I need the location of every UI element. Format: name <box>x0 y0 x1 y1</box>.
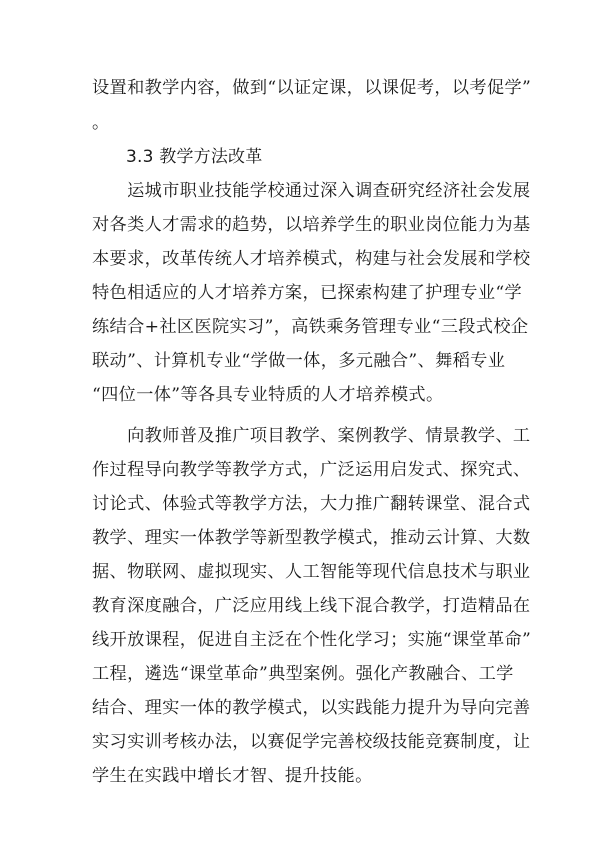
paragraph-2-line-8: 工程，遴选“课堂革命”典型案例。强化产教融合、工学 <box>92 664 514 684</box>
paragraph-1-line-3: 本要求，改革传统人才培养模式，构建与社会发展和学校 <box>92 249 531 269</box>
paragraph-2-line-10: 实习实训考核办法，以赛促学完善校级技能竞赛制度，让 <box>92 732 531 752</box>
paragraph-1-line-5: 练结合+社区医院实习”，高铁乘务管理专业“三段式校企 <box>92 317 529 337</box>
intro-line-2: 。 <box>92 113 110 133</box>
paragraph-2-line-5: 据、物联网、虚拟现实、人工智能等现代信息技术与职业 <box>92 562 531 582</box>
paragraph-2-line-4: 教学、理实一体教学等新型教学模式，推动云计算、大数 <box>92 528 531 548</box>
paragraph-1-line-2: 对各类人才需求的趋势，以培养学生的职业岗位能力为基 <box>92 215 531 235</box>
paragraph-1-line-1: 运城市职业技能学校通过深入调查研究经济社会发展 <box>92 181 531 201</box>
section-heading: 3.3 教学方法改革 <box>126 147 263 167</box>
paragraph-1-line-7: “四位一体”等各具专业特质的人才培养模式。 <box>92 385 444 405</box>
paragraph-2-line-1: 向教师普及推广项目教学、案例教学、情景教学、工 <box>92 426 531 446</box>
paragraph-2-line-7: 线开放课程，促进自主泛在个性化学习；实施“课堂革命” <box>92 630 532 650</box>
paragraph-1-line-4: 特色相适应的人才培养方案，已探索构建了护理专业“学 <box>92 283 523 303</box>
paragraph-2-line-6: 教育深度融合，广泛应用线上线下混合教学，打造精品在 <box>92 596 531 616</box>
paragraph-2-line-9: 结合、理实一体的教学模式，以实践能力提升为导向完善 <box>92 698 531 718</box>
paragraph-2-line-2: 作过程导向教学等教学方式，广泛运用启发式、探究式、 <box>92 460 531 480</box>
intro-line-1: 设置和教学内容，做到“以证定课，以课促考，以考促学” <box>92 78 532 98</box>
paragraph-1-line-6: 联动”、计算机专业“学做一体，多元融合”、舞稻专业 <box>92 351 506 371</box>
paragraph-2-line-11: 学生在实践中增长才智、提升技能。 <box>92 766 373 786</box>
paragraph-2-line-3: 讨论式、体验式等教学方法，大力推广翻转课堂、混合式 <box>92 494 531 514</box>
